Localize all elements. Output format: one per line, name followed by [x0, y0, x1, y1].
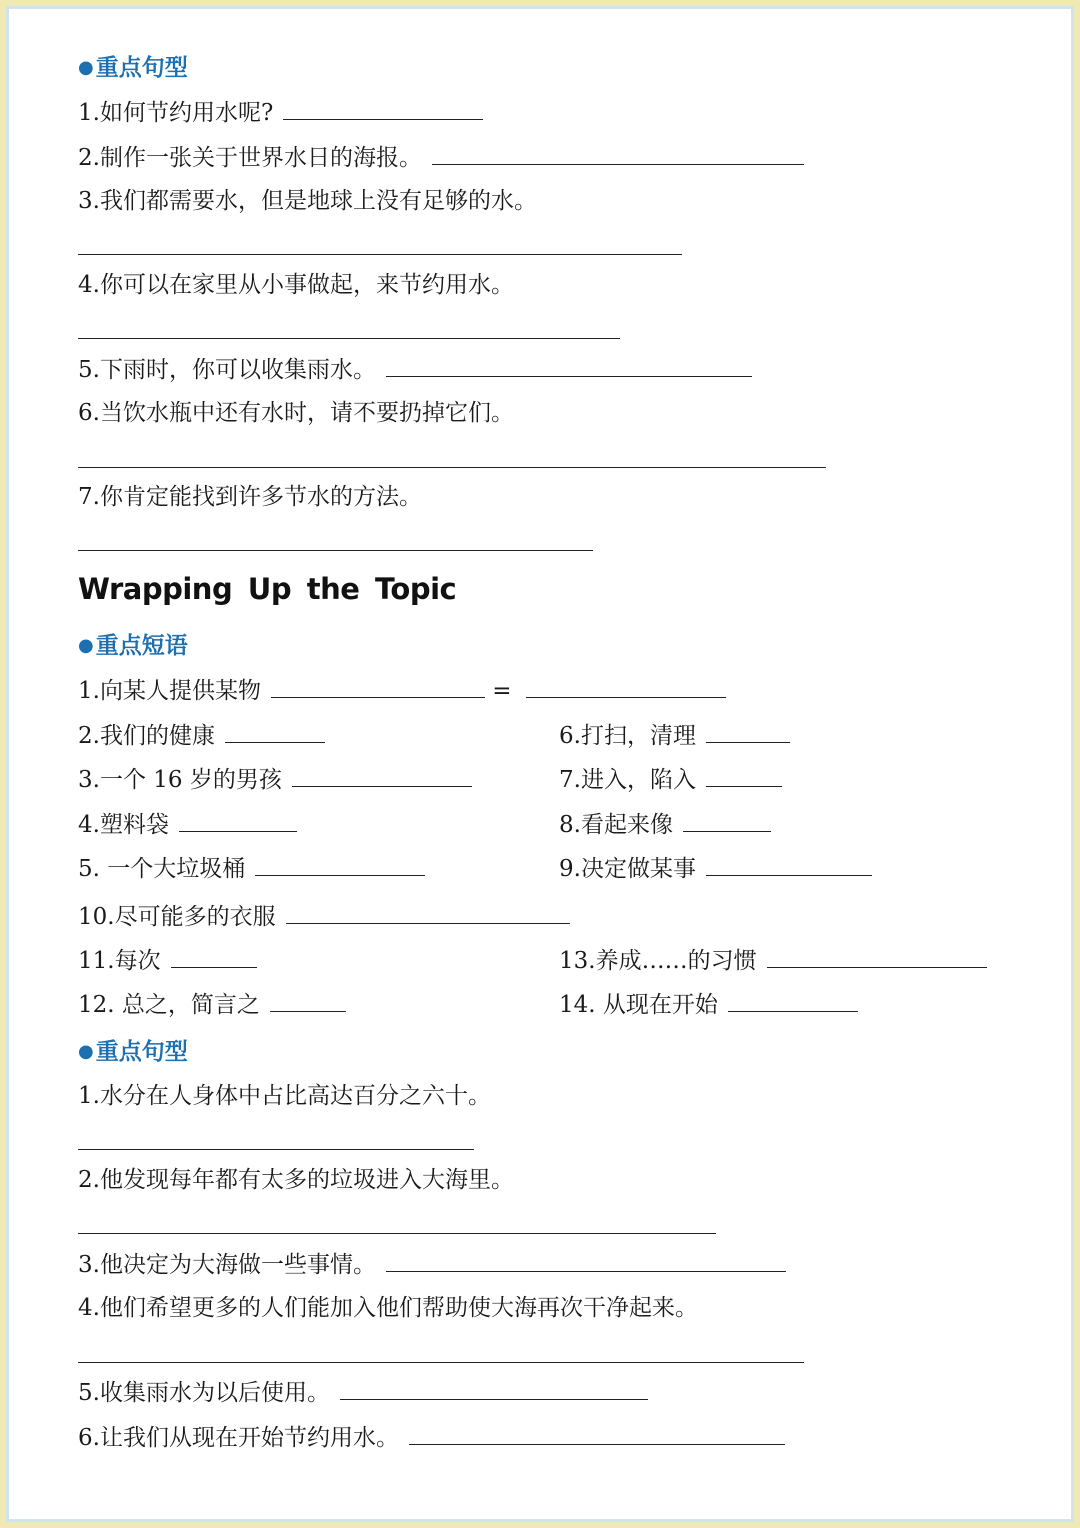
sentence-item: 6.让我们从现在开始节约用水。 [78, 1422, 785, 1453]
phrase-item: 9.决定做某事 [559, 853, 872, 884]
phrase-item: 3.一个 16 岁的男孩 [78, 764, 472, 795]
phrase-item: 10.尽可能多的衣服 [78, 901, 570, 932]
phrase-item: 11.每次 [78, 945, 257, 976]
section-heading-sentences-2: ●重点句型 [78, 1038, 188, 1065]
sentence-item: 4.他们希望更多的人们能加入他们帮助使大海再次干净起来。 [78, 1295, 698, 1321]
answer-blank[interactable] [286, 901, 570, 924]
answer-blank[interactable] [179, 809, 297, 832]
answer-line[interactable] [78, 467, 826, 468]
answer-blank[interactable] [432, 142, 804, 165]
phrase-item: 8.看起来像 [559, 809, 771, 840]
answer-blank[interactable] [683, 809, 771, 832]
answer-line[interactable] [78, 1362, 804, 1363]
answer-blank[interactable] [386, 1249, 786, 1272]
sentence-item: 1.水分在人身体中占比高达百分之六十。 [78, 1083, 491, 1109]
sentence-item: 3.我们都需要水，但是地球上没有足够的水。 [78, 188, 537, 214]
answer-blank[interactable] [386, 354, 752, 377]
answer-blank[interactable] [409, 1422, 785, 1445]
phrase-item: 14. 从现在开始 [559, 989, 858, 1020]
sentence-item: 5.下雨时，你可以收集雨水。 [78, 354, 752, 385]
sentence-item: 1.如何节约用水呢? [78, 97, 483, 128]
answer-blank[interactable] [271, 675, 485, 698]
section-heading-phrases: ●重点短语 [78, 632, 188, 659]
phrase-item: 4.塑料袋 [78, 809, 297, 840]
sentence-item: 6.当饮水瓶中还有水时，请不要扔掉它们。 [78, 400, 514, 426]
sentence-item: 5.收集雨水为以后使用。 [78, 1377, 648, 1408]
answer-blank[interactable] [255, 853, 425, 876]
phrase-item: 1.向某人提供某物 = [78, 675, 726, 706]
answer-line[interactable] [78, 1233, 716, 1234]
answer-line[interactable] [78, 338, 620, 339]
answer-blank[interactable] [171, 945, 257, 968]
phrase-item: 2.我们的健康 [78, 720, 325, 751]
bullet-icon: ● [78, 635, 94, 656]
answer-line[interactable] [78, 1149, 474, 1150]
bullet-icon: ● [78, 57, 94, 78]
topic-title: Wrapping Up the Topic [78, 572, 457, 606]
sentence-item: 3.他决定为大海做一些事情。 [78, 1249, 786, 1280]
phrase-item: 5. 一个大垃圾桶 [78, 853, 425, 884]
answer-blank[interactable] [340, 1377, 648, 1400]
answer-blank[interactable] [767, 945, 987, 968]
answer-blank[interactable] [706, 764, 782, 787]
answer-blank[interactable] [270, 989, 346, 1012]
answer-blank[interactable] [225, 720, 325, 743]
answer-line[interactable] [78, 254, 682, 255]
answer-blank[interactable] [292, 764, 472, 787]
answer-blank[interactable] [526, 675, 726, 698]
answer-blank[interactable] [706, 720, 790, 743]
answer-line[interactable] [78, 550, 593, 551]
phrase-item: 12. 总之，简言之 [78, 989, 346, 1020]
answer-blank[interactable] [728, 989, 858, 1012]
bullet-icon: ● [78, 1041, 94, 1062]
phrase-item: 13.养成……的习惯 [559, 945, 987, 976]
sentence-item: 2.他发现每年都有太多的垃圾进入大海里。 [78, 1167, 514, 1193]
phrase-item: 7.进入，陷入 [559, 764, 782, 795]
sentence-item: 4.你可以在家里从小事做起，来节约用水。 [78, 272, 514, 298]
section-heading-sentences-1: ●重点句型 [78, 54, 188, 81]
answer-blank[interactable] [283, 97, 483, 120]
sentence-item: 2.制作一张关于世界水日的海报。 [78, 142, 804, 173]
answer-blank[interactable] [706, 853, 872, 876]
sentence-item: 7.你肯定能找到许多节水的方法。 [78, 484, 422, 510]
phrase-item: 6.打扫，清理 [559, 720, 790, 751]
